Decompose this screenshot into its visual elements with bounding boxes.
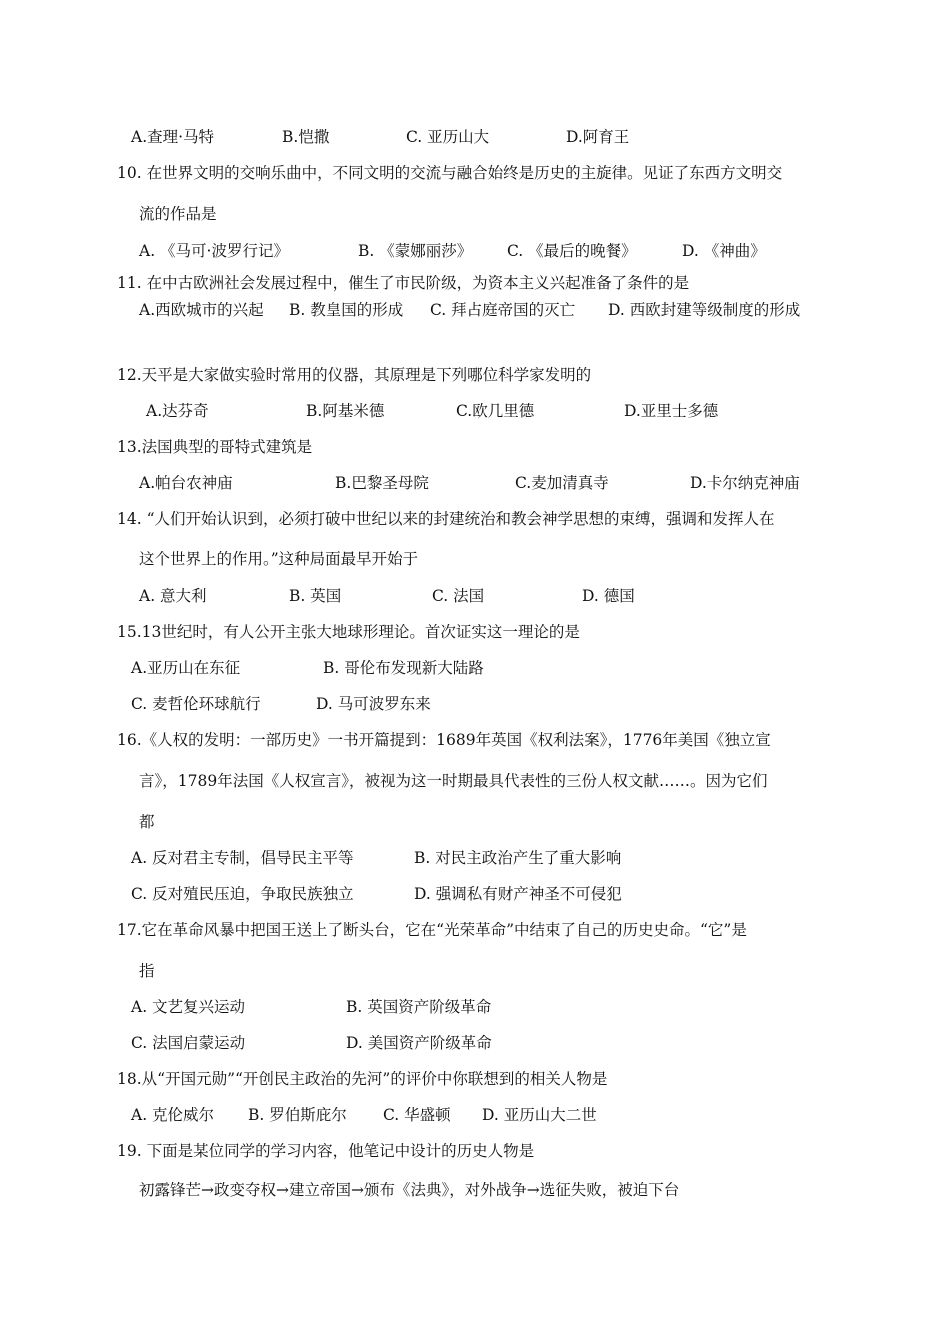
option-c: C. 麦哲伦环球航行 [131, 695, 261, 713]
question-stem: 18.从“开国元勋”“开创民主政治的先河”的评价中你联想到的相关人物是 [117, 1070, 608, 1088]
option-b: B. 《蒙娜丽莎》 [358, 242, 473, 260]
option-c: C. 华盛顿 [383, 1106, 451, 1124]
option-b: B. 英国资产阶级革命 [346, 998, 492, 1016]
question-stem: 都 [139, 813, 155, 831]
option-d: D.阿育王 [566, 128, 630, 146]
question-stem: 17.它在革命风暴中把国王送上了断头台，它在“光荣革命”中结束了自己的历史史命。“它”是 [117, 921, 747, 939]
option-c: C. 《最后的晚餐》 [507, 242, 637, 260]
option-b: B. 哥伦布发现新大陆路 [323, 659, 484, 677]
question-stem: 11. 在中古欧洲社会发展过程中，催生了市民阶级，为资本主义兴起准备了条件的是 [117, 274, 690, 292]
option-a: A. 意大利 [139, 587, 207, 605]
option-c: C. 反对殖民压迫，争取民族独立 [131, 885, 354, 903]
option-d: D. 德国 [582, 587, 635, 605]
option-b: B.阿基米德 [306, 402, 385, 420]
option-d: D. 强调私有财产神圣不可侵犯 [414, 885, 622, 903]
option-a: A. 反对君主专制，倡导民主平等 [131, 849, 354, 867]
option-d: D.亚里士多德 [624, 402, 719, 420]
option-c: C. 法国 [432, 587, 485, 605]
option-a: A.达芬奇 [146, 402, 209, 420]
option-c: C. 亚历山大 [406, 128, 490, 146]
question-stem: 14. “人们开始认识到，必须打破中世纪以来的封建统治和教会神学思想的束缚，强调和发挥人在 [117, 510, 775, 528]
option-d: D. 西欧封建等级制度的形成 [608, 301, 801, 319]
option-a: A. 克伦威尔 [131, 1106, 215, 1124]
option-b: B. 英国 [289, 587, 342, 605]
option-a: A.帕台农神庙 [139, 474, 233, 492]
question-stem: 言》，1789年法国《人权宣言》，被视为这一时期最具代表性的三份人权文献……。因为它们 [139, 772, 768, 790]
question-note: 初露锋芒→政变夺权→建立帝国→颁布《法典》，对外战争→选征失败，被迫下台 [139, 1181, 680, 1199]
option-c: C.欧几里德 [456, 402, 535, 420]
option-b: B. 对民主政治产生了重大影响 [414, 849, 622, 867]
option-b: B.恺撒 [282, 128, 330, 146]
option-a: A.查理·马特 [131, 128, 215, 146]
question-stem: 流的作品是 [139, 205, 217, 223]
option-d: D.卡尔纳克神庙 [690, 474, 800, 492]
question-stem: 16.《人权的发明：一部历史》一书开篇提到：1689年英国《权利法案》，1776年美国《独立宣 [117, 731, 771, 749]
option-b: B. 罗伯斯庇尔 [248, 1106, 347, 1124]
option-a: A.西欧城市的兴起 [139, 301, 264, 319]
option-d: D. 马可波罗东来 [316, 695, 431, 713]
question-stem: 15.13世纪时，有人公开主张大地球形理论。首次证实这一理论的是 [117, 623, 580, 641]
option-d: D. 《神曲》 [682, 242, 766, 260]
option-b: B. 教皇国的形成 [289, 301, 404, 319]
question-stem: 指 [139, 962, 155, 980]
option-d: D. 亚历山大二世 [482, 1106, 597, 1124]
question-stem: 19. 下面是某位同学的学习内容，他笔记中设计的历史人物是 [117, 1142, 535, 1160]
option-a: A.亚历山在东征 [131, 659, 241, 677]
question-stem: 这个世界上的作用。”这种局面最早开始于 [139, 550, 419, 568]
option-c: C.麦加清真寺 [515, 474, 609, 492]
option-b: B.巴黎圣母院 [335, 474, 429, 492]
option-d: D. 美国资产阶级革命 [346, 1034, 492, 1052]
question-stem: 10. 在世界文明的交响乐曲中，不同文明的交流与融合始终是历史的主旋律。见证了东西方文明交 [117, 164, 783, 182]
question-stem: 13.法国典型的哥特式建筑是 [117, 438, 313, 456]
option-a: A. 《马可·波罗行记》 [139, 242, 289, 260]
option-c: C. 拜占庭帝国的灭亡 [430, 301, 576, 319]
question-stem: 12.天平是大家做实验时常用的仪器，其原理是下列哪位科学家发明的 [117, 366, 592, 384]
option-a: A. 文艺复兴运动 [131, 998, 246, 1016]
option-c: C. 法国启蒙运动 [131, 1034, 246, 1052]
